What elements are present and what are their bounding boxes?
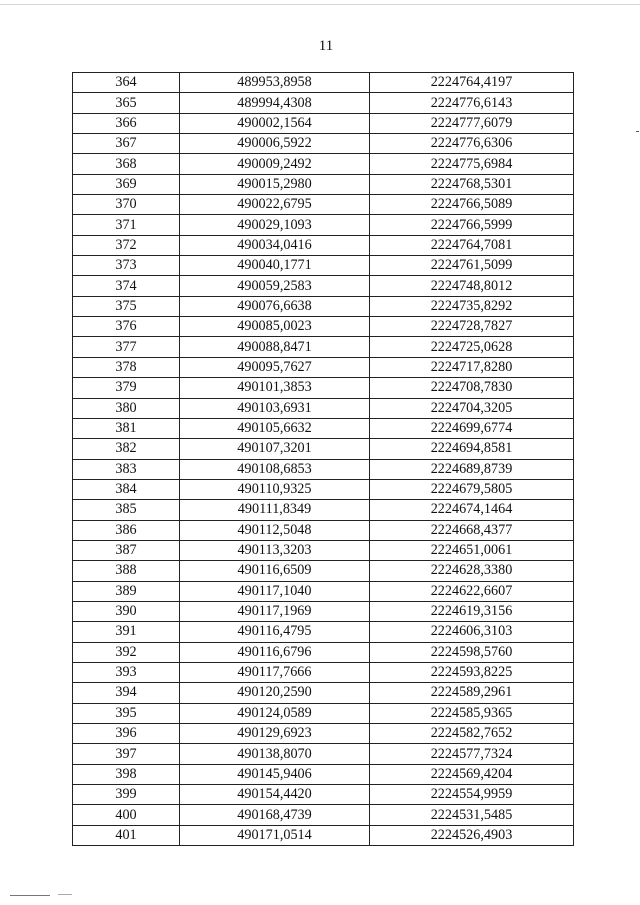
x-coordinate-cell: 490116,6796	[180, 642, 370, 662]
point-number-cell: 383	[73, 459, 180, 479]
y-coordinate-cell: 2224775,6984	[370, 154, 574, 174]
table-row	[73, 764, 574, 784]
y-coordinate-cell: 2224764,7081	[370, 235, 574, 255]
y-coordinate-cell: 2224717,8280	[370, 357, 574, 377]
y-coordinate-cell: 2224651,0061	[370, 540, 574, 560]
table-row	[73, 378, 574, 398]
table-row	[73, 357, 574, 377]
point-number-cell: 387	[73, 540, 180, 560]
x-coordinate-cell: 490101,3853	[180, 378, 370, 398]
x-coordinate-cell: 490015,2980	[180, 174, 370, 194]
table-row	[73, 113, 574, 133]
point-number-cell: 370	[73, 195, 180, 215]
y-coordinate-cell: 2224531,5485	[370, 805, 574, 825]
table-row	[73, 317, 574, 337]
table-row	[73, 642, 574, 662]
table-row	[73, 724, 574, 744]
y-coordinate-cell: 2224577,7324	[370, 744, 574, 764]
y-coordinate-cell: 2224593,8225	[370, 662, 574, 682]
coordinates-table-body	[73, 73, 574, 846]
point-number-cell: 397	[73, 744, 180, 764]
table-row	[73, 296, 574, 316]
x-coordinate-cell: 490113,3203	[180, 540, 370, 560]
table-row	[73, 276, 574, 296]
x-coordinate-cell: 490095,7627	[180, 357, 370, 377]
x-coordinate-cell: 490108,6853	[180, 459, 370, 479]
point-number-cell: 385	[73, 500, 180, 520]
point-number-cell: 381	[73, 418, 180, 438]
table-row	[73, 256, 574, 276]
x-coordinate-cell: 490029,1093	[180, 215, 370, 235]
margin-mark	[636, 131, 639, 132]
footer-mark	[58, 894, 72, 895]
footer-rule	[10, 895, 50, 896]
point-number-cell: 375	[73, 296, 180, 316]
y-coordinate-cell: 2224668,4377	[370, 520, 574, 540]
point-number-cell: 382	[73, 439, 180, 459]
y-coordinate-cell: 2224628,3380	[370, 561, 574, 581]
y-coordinate-cell: 2224761,5099	[370, 256, 574, 276]
table-row	[73, 418, 574, 438]
x-coordinate-cell: 490085,0023	[180, 317, 370, 337]
x-coordinate-cell: 490040,1771	[180, 256, 370, 276]
table-row	[73, 215, 574, 235]
y-coordinate-cell: 2224606,3103	[370, 622, 574, 642]
point-number-cell: 389	[73, 581, 180, 601]
y-coordinate-cell: 2224766,5999	[370, 215, 574, 235]
y-coordinate-cell: 2224699,6774	[370, 418, 574, 438]
x-coordinate-cell: 490168,4739	[180, 805, 370, 825]
y-coordinate-cell: 2224768,5301	[370, 174, 574, 194]
table-row	[73, 805, 574, 825]
top-edge-rule	[0, 4, 640, 5]
table-row	[73, 825, 574, 845]
y-coordinate-cell: 2224598,5760	[370, 642, 574, 662]
point-number-cell: 396	[73, 724, 180, 744]
table-row	[73, 195, 574, 215]
table-row	[73, 439, 574, 459]
table-row	[73, 622, 574, 642]
point-number-cell: 377	[73, 337, 180, 357]
x-coordinate-cell: 490034,0416	[180, 235, 370, 255]
page-number: 11	[318, 38, 334, 54]
x-coordinate-cell: 490105,6632	[180, 418, 370, 438]
x-coordinate-cell: 490107,3201	[180, 439, 370, 459]
x-coordinate-cell: 490116,4795	[180, 622, 370, 642]
x-coordinate-cell: 490103,6931	[180, 398, 370, 418]
point-number-cell: 367	[73, 134, 180, 154]
point-number-cell: 373	[73, 256, 180, 276]
point-number-cell: 365	[73, 93, 180, 113]
y-coordinate-cell: 2224622,6607	[370, 581, 574, 601]
y-coordinate-cell: 2224725,0628	[370, 337, 574, 357]
x-coordinate-cell: 490022,6795	[180, 195, 370, 215]
table-row	[73, 154, 574, 174]
x-coordinate-cell: 490124,0589	[180, 703, 370, 723]
y-coordinate-cell: 2224766,5089	[370, 195, 574, 215]
point-number-cell: 369	[73, 174, 180, 194]
table-row	[73, 581, 574, 601]
y-coordinate-cell: 2224776,6306	[370, 134, 574, 154]
table-row	[73, 235, 574, 255]
point-number-cell: 378	[73, 357, 180, 377]
point-number-cell: 380	[73, 398, 180, 418]
y-coordinate-cell: 2224776,6143	[370, 93, 574, 113]
y-coordinate-cell: 2224748,8012	[370, 276, 574, 296]
x-coordinate-cell: 490171,0514	[180, 825, 370, 845]
table-row	[73, 601, 574, 621]
x-coordinate-cell: 490129,6923	[180, 724, 370, 744]
point-number-cell: 399	[73, 785, 180, 805]
point-number-cell: 368	[73, 154, 180, 174]
point-number-cell: 379	[73, 378, 180, 398]
table-row	[73, 662, 574, 682]
y-coordinate-cell: 2224708,7830	[370, 378, 574, 398]
y-coordinate-cell: 2224735,8292	[370, 296, 574, 316]
point-number-cell: 400	[73, 805, 180, 825]
point-number-cell: 395	[73, 703, 180, 723]
table-row	[73, 520, 574, 540]
y-coordinate-cell: 2224764,4197	[370, 73, 574, 93]
point-number-cell: 376	[73, 317, 180, 337]
y-coordinate-cell: 2224619,3156	[370, 601, 574, 621]
point-number-cell: 372	[73, 235, 180, 255]
y-coordinate-cell: 2224777,6079	[370, 113, 574, 133]
y-coordinate-cell: 2224526,4903	[370, 825, 574, 845]
x-coordinate-cell: 490088,8471	[180, 337, 370, 357]
x-coordinate-cell: 490110,9325	[180, 479, 370, 499]
x-coordinate-cell: 490120,2590	[180, 683, 370, 703]
y-coordinate-cell: 2224589,2961	[370, 683, 574, 703]
table-row	[73, 540, 574, 560]
x-coordinate-cell: 490138,8070	[180, 744, 370, 764]
x-coordinate-cell: 490154,4420	[180, 785, 370, 805]
point-number-cell: 394	[73, 683, 180, 703]
table-row	[73, 174, 574, 194]
y-coordinate-cell: 2224582,7652	[370, 724, 574, 744]
y-coordinate-cell: 2224704,3205	[370, 398, 574, 418]
table-row	[73, 73, 574, 93]
x-coordinate-cell: 490117,1040	[180, 581, 370, 601]
table-row	[73, 744, 574, 764]
table-row	[73, 703, 574, 723]
point-number-cell: 391	[73, 622, 180, 642]
y-coordinate-cell: 2224569,4204	[370, 764, 574, 784]
x-coordinate-cell: 490116,6509	[180, 561, 370, 581]
table-row	[73, 134, 574, 154]
table-row	[73, 500, 574, 520]
point-number-cell: 384	[73, 479, 180, 499]
x-coordinate-cell: 490006,5922	[180, 134, 370, 154]
table-row	[73, 459, 574, 479]
point-number-cell: 374	[73, 276, 180, 296]
point-number-cell: 386	[73, 520, 180, 540]
x-coordinate-cell: 490002,1564	[180, 113, 370, 133]
table-row	[73, 683, 574, 703]
x-coordinate-cell: 490117,1969	[180, 601, 370, 621]
table-row	[73, 561, 574, 581]
x-coordinate-cell: 490059,2583	[180, 276, 370, 296]
y-coordinate-cell: 2224689,8739	[370, 459, 574, 479]
x-coordinate-cell: 490112,5048	[180, 520, 370, 540]
y-coordinate-cell: 2224585,9365	[370, 703, 574, 723]
y-coordinate-cell: 2224694,8581	[370, 439, 574, 459]
table-row	[73, 93, 574, 113]
y-coordinate-cell: 2224674,1464	[370, 500, 574, 520]
point-number-cell: 366	[73, 113, 180, 133]
x-coordinate-cell: 490076,6638	[180, 296, 370, 316]
table-row	[73, 785, 574, 805]
x-coordinate-cell: 490145,9406	[180, 764, 370, 784]
x-coordinate-cell: 489994,4308	[180, 93, 370, 113]
point-number-cell: 393	[73, 662, 180, 682]
point-number-cell: 364	[73, 73, 180, 93]
point-number-cell: 392	[73, 642, 180, 662]
x-coordinate-cell: 490117,7666	[180, 662, 370, 682]
coordinates-table	[72, 72, 574, 846]
point-number-cell: 401	[73, 825, 180, 845]
point-number-cell: 388	[73, 561, 180, 581]
x-coordinate-cell: 490009,2492	[180, 154, 370, 174]
table-row	[73, 337, 574, 357]
y-coordinate-cell: 2224728,7827	[370, 317, 574, 337]
point-number-cell: 390	[73, 601, 180, 621]
x-coordinate-cell: 490111,8349	[180, 500, 370, 520]
table-row	[73, 398, 574, 418]
x-coordinate-cell: 489953,8958	[180, 73, 370, 93]
table-row	[73, 479, 574, 499]
y-coordinate-cell: 2224679,5805	[370, 479, 574, 499]
point-number-cell: 371	[73, 215, 180, 235]
point-number-cell: 398	[73, 764, 180, 784]
y-coordinate-cell: 2224554,9959	[370, 785, 574, 805]
